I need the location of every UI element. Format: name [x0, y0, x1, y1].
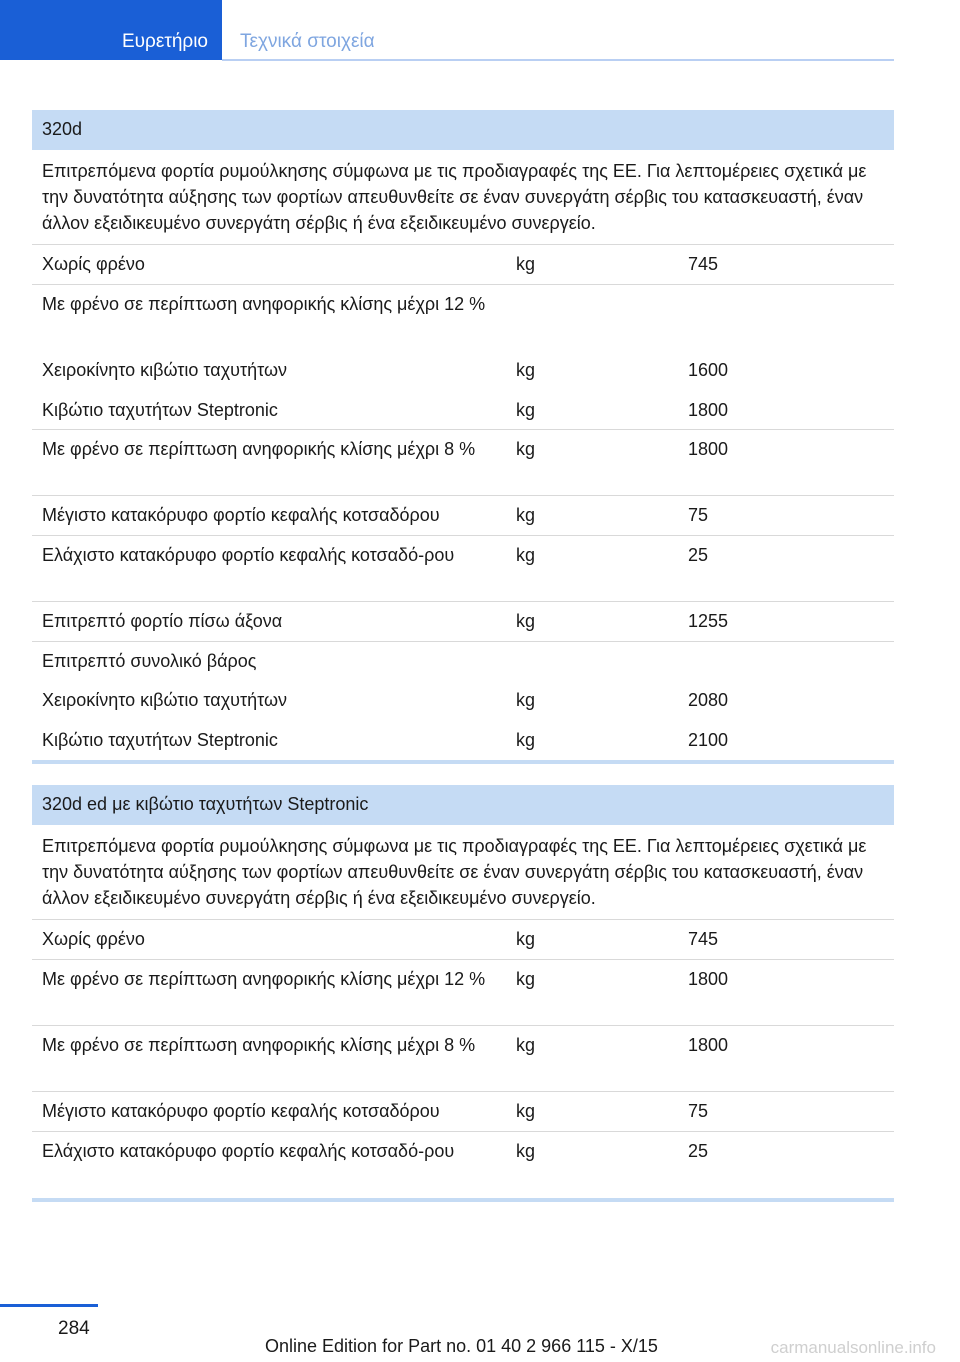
tab-technical-data[interactable]: Τεχνικά στοιχεία — [240, 31, 375, 52]
row-label: Ελάχιστο κατακόρυφο φορτίο κεφαλής κοτσαδό-ρου — [42, 1141, 455, 1161]
row-label: Κιβώτιο ταχυτήτων Steptronic — [42, 400, 278, 420]
row-unit — [506, 285, 678, 351]
row-label: Επιτρεπτό φορτίο πίσω άξονα — [42, 611, 283, 631]
row-unit: kg — [516, 1101, 536, 1121]
table-row — [32, 351, 894, 391]
table-row — [32, 960, 894, 1026]
row-value — [678, 285, 894, 351]
row-value — [678, 642, 894, 681]
table-row — [32, 681, 894, 721]
row-value: 1800 — [688, 400, 729, 420]
section-title: 320d — [32, 110, 894, 150]
spec-table-320d-ed — [32, 785, 894, 1202]
table-row — [32, 642, 894, 681]
row-unit: kg — [516, 360, 536, 380]
table-row — [32, 285, 894, 351]
footer-accent-line — [0, 1304, 98, 1307]
page-number: 284 — [58, 1318, 90, 1339]
table-row — [32, 245, 894, 285]
section-title: 320d ed με κιβώτιο ταχυτήτων Steptronic — [32, 785, 894, 825]
row-label: Χωρίς φρένο — [42, 254, 145, 274]
table-row — [32, 1092, 894, 1132]
table-row — [32, 1132, 894, 1202]
table-row — [32, 602, 894, 642]
row-unit: kg — [516, 254, 536, 274]
row-unit: kg — [516, 929, 536, 949]
row-value: 75 — [688, 505, 709, 525]
table-row — [32, 536, 894, 602]
row-unit: kg — [516, 505, 536, 525]
row-value: 25 — [688, 545, 709, 565]
section-intro: Επιτρεπόμενα φορτία ρυμούλκησης σύμφωνα με τις προδιαγραφές της ΕΕ. Για λεπτομέρειες σχετικά με την δυνατότητα αύξησης των φορτίων απευθυνθείτε σε έναν συνεργάτη σέρβις του κατασκευαστή, έναν άλλον εξειδικευμένο συνεργάτη σέρβις ή ένα εξειδικευμένο συνεργείο. — [32, 825, 894, 920]
row-unit: kg — [516, 730, 536, 750]
row-label: Μέγιστο κατακόρυφο φορτίο κεφαλής κοτσαδόρου — [42, 505, 440, 525]
row-value: 2080 — [688, 690, 729, 710]
row-label: Κιβώτιο ταχυτήτων Steptronic — [42, 730, 278, 750]
row-unit: kg — [516, 969, 536, 989]
row-unit: kg — [516, 1141, 536, 1161]
table-row — [32, 721, 894, 764]
row-label: Χειροκίνητο κιβώτιο ταχυτήτων — [42, 690, 288, 710]
row-value: 745 — [688, 254, 719, 274]
row-value: 25 — [688, 1141, 709, 1161]
row-label: Με φρένο σε περίπτωση ανηφορικής κλίσης μέχρι 8 % — [42, 1035, 476, 1055]
row-unit: kg — [516, 439, 536, 459]
table-row — [32, 1026, 894, 1092]
row-label: Με φρένο σε περίπτωση ανηφορικής κλίσης μέχρι 12 % — [42, 969, 486, 989]
tab-index[interactable]: Ευρετήριο — [0, 0, 222, 60]
row-label: Χειροκίνητο κιβώτιο ταχυτήτων — [42, 360, 288, 380]
row-label: Με φρένο σε περίπτωση ανηφορικής κλίσης μέχρι 8 % — [42, 439, 476, 459]
row-unit: kg — [516, 1035, 536, 1055]
row-value: 1800 — [688, 969, 729, 989]
section-intro: Επιτρεπόμενα φορτία ρυμούλκησης σύμφωνα με τις προδιαγραφές της ΕΕ. Για λεπτομέρειες σχετικά με την δυνατότητα αύξησης των φορτίων απευθυνθείτε σε έναν συνεργάτη σέρβις του κατασκευαστή, έναν άλλον εξειδικευμένο συνεργάτη σέρβις ή ένα εξειδικευμένο συνεργείο. — [32, 150, 894, 245]
row-unit: kg — [516, 400, 536, 420]
row-unit: kg — [516, 545, 536, 565]
header-divider — [222, 59, 894, 61]
table-row — [32, 430, 894, 496]
row-label: Μέγιστο κατακόρυφο φορτίο κεφαλής κοτσαδόρου — [42, 1101, 440, 1121]
row-value: 1600 — [688, 360, 729, 380]
spec-table-320d — [32, 110, 894, 764]
table-row — [32, 920, 894, 960]
row-value: 1255 — [688, 611, 729, 631]
row-label: Με φρένο σε περίπτωση ανηφορικής κλίσης μέχρι 12 % — [42, 294, 486, 314]
row-unit: kg — [516, 690, 536, 710]
row-unit — [506, 642, 678, 681]
edition-note: Online Edition for Part no. 01 40 2 966 115 - X/15 — [265, 1336, 658, 1356]
row-label: Χωρίς φρένο — [42, 929, 145, 949]
row-label: Ελάχιστο κατακόρυφο φορτίο κεφαλής κοτσαδό-ρου — [42, 545, 455, 565]
row-value: 745 — [688, 929, 719, 949]
row-value: 2100 — [688, 730, 729, 750]
table-row — [32, 391, 894, 430]
row-value: 1800 — [688, 439, 729, 459]
row-value: 75 — [688, 1101, 709, 1121]
row-label: Επιτρεπτό συνολικό βάρος — [42, 651, 257, 671]
row-unit: kg — [516, 611, 536, 631]
header-bar — [0, 0, 960, 62]
row-value: 1800 — [688, 1035, 729, 1055]
table-row — [32, 496, 894, 536]
watermark: carmanualsonline.info — [770, 1338, 936, 1357]
